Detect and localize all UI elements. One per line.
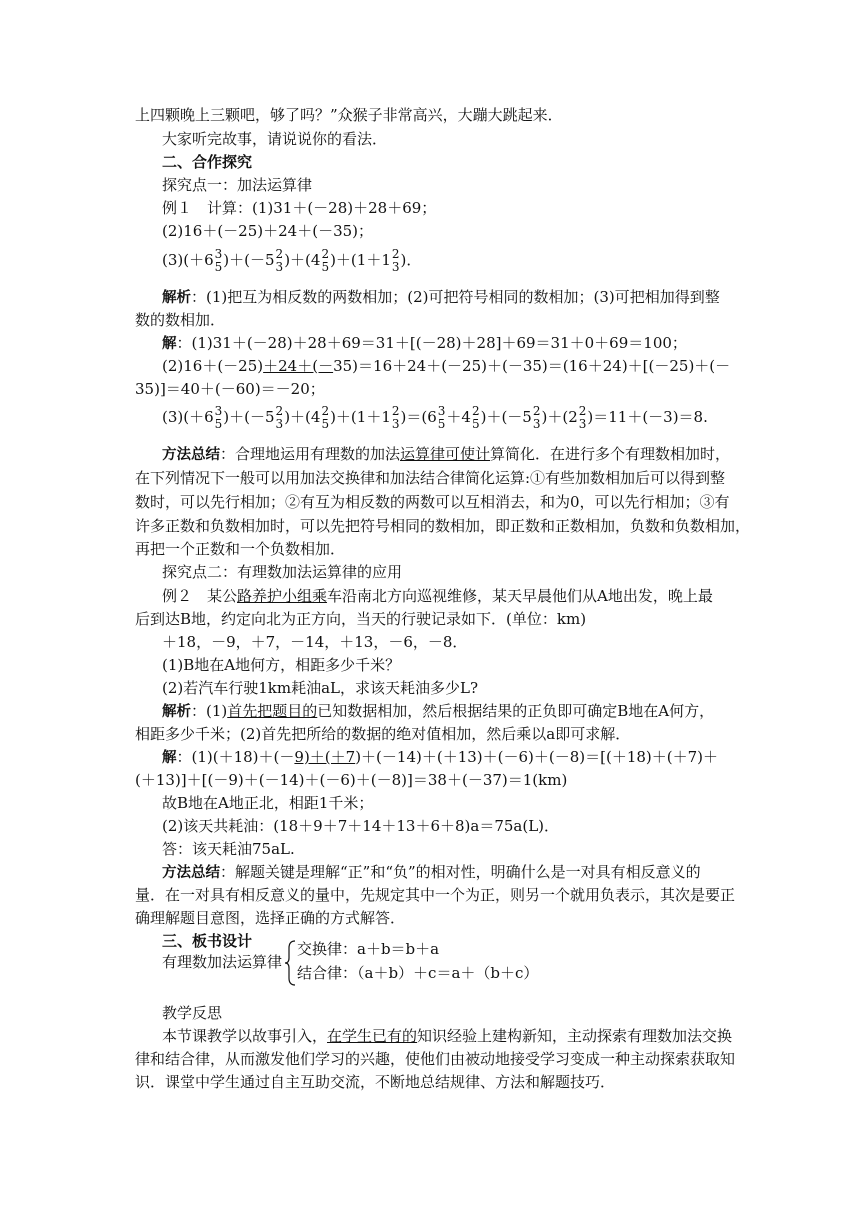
analysis-1-cont: 数的数相加． — [135, 311, 226, 329]
method-summary-1: 方法总结：合理地运用有理数的加法运算律可使计算简化．在进行多个有理数相加时， — [162, 445, 731, 463]
section-heading-board: 三、板书设计 — [162, 932, 253, 950]
solution-4-answer: 答：该天耗油75aL. — [162, 840, 295, 858]
expr-part: )＋(1＋1 — [330, 251, 391, 269]
method-summary-1-l2: 在下列情况下一般可以用加法交换律和加法结合律简化运算:①有些加数相加后可以得到整 — [135, 469, 726, 487]
example-2-line-2: 后到达B地，约定向北为正方向，当天的行驶记录如下．(单位：km) — [135, 610, 587, 628]
story-prompt: 大家听完故事，请说说你的看法． — [162, 130, 388, 148]
fraction: 2 3 — [391, 247, 400, 274]
solution-1 — [162, 332, 757, 355]
example-1-line-1: 例１ 计算：(1)31＋(－28)＋28＋69； — [162, 199, 437, 217]
method-summary-1-l5: 再把一个正数和一个负数相加． — [135, 540, 346, 558]
solution-2: (2)16＋(－25)＋24＋(－35)＝16＋24＋(－25)＋(－35)＝(16＋24)＋[(－25)＋(－ — [162, 357, 731, 375]
analysis-text: ：(1)把互为相反数的两数相加；(2)可把符号相同的数相加；(3)可把相加得到整 — [191, 288, 720, 306]
analysis-label: 解析 — [162, 290, 191, 306]
fraction: 2 5 — [321, 247, 330, 274]
solution-4-conclusion: 故B地在A地正北，相距1千米； — [162, 794, 374, 812]
method-label: 方法总结 — [162, 447, 220, 463]
solution-4-cont: (＋13)]＋[(－9)＋(－14)＋(－6)＋(－8)]＝38＋(－37)＝1(km) — [135, 771, 568, 789]
solution-4-fuel: (2)该天共耗油：(18＋9＋7＋14＋13＋6＋8)a＝75a(L)． — [162, 817, 560, 835]
fraction: 3 5 — [214, 247, 223, 274]
example-1-line-2: (2)16＋(－25)＋24＋(－35)； — [162, 222, 374, 240]
board-associative: 结合律：（a＋b）＋c＝a＋（b＋c） — [297, 964, 539, 982]
solution-2-cont: 35)]＝40＋(－60)＝－20； — [135, 380, 325, 398]
solution-3: (3)(＋6 3 5 )＋(－5 2 3 )＋(4 2 5 )＋(1＋1 2 3 )＝(6 3 5 ＋4 2 5 )＋(－5 2 3 )＋(2 2 3 )＝11＋(－3)＝8. — [162, 404, 708, 431]
example-2-q2: (2)若汽车行驶1km耗油aL，求该天耗油多少L? — [162, 679, 479, 697]
solution-text: ：(1)31＋(－28)＋28＋69＝31＋[(－28)＋28]＋69＝31＋0＋69＝100； — [176, 334, 687, 352]
method-summary-1-l4: 许多正数和负数相加时，可以先把符号相同的数相加，即正数和正数相加，负数和负数相加， — [135, 517, 751, 535]
solution-4: 解：(1)(＋18)＋(－9)＋(＋7)＋(－14)＋(＋13)＋(－6)＋(－8)＝[(＋18)＋(＋7)＋ — [162, 748, 719, 766]
explore-point-1: 探究点一：加法运算律 — [162, 176, 313, 194]
brace-icon — [284, 940, 296, 986]
analysis-2-cont: 相距多少千米；(2)首先把所给的数据的绝对值相加，然后乘以a即可求解． — [135, 725, 631, 743]
expr-part: (3)(＋6 — [162, 251, 214, 269]
example-2-data: ＋18，－9，＋7，－14，＋13，－6，－8． — [162, 633, 468, 651]
example-1-line-3 — [162, 245, 757, 275]
explore-point-2: 探究点二：有理数加法运算律的应用 — [162, 563, 403, 581]
analysis-2: 解析：(1)首先把题目的已知数据相加，然后根据结果的正负即可确定B地在A何方， — [162, 702, 715, 720]
reflection-line-3: 识．课堂中学生通过自主互助交流，不断地总结规律、方法和解题技巧． — [135, 1073, 616, 1091]
expr-part: )＋(－5 — [223, 251, 275, 269]
reflection-line-2: 律和结合律，从而激发他们学习的兴趣，使他们由被动地接受学习变成一种主动探索获取知 — [135, 1050, 736, 1068]
expr-part: )． — [400, 251, 422, 269]
fraction: 2 3 — [275, 247, 284, 274]
example-2-line-1: 例２ 某公路养护小组乘车沿南北方向巡视维修，某天早晨他们从A地出发，晚上最 — [162, 587, 713, 605]
solution-label: 解 — [162, 336, 177, 352]
method-summary-2-l2: 量．在一对具有相反意义的量中，先规定其中一个为正，则另一个就用负表示，其次是要正 — [135, 886, 736, 904]
reflection-title: 教学反思 — [162, 1004, 223, 1022]
section-heading-cooperative: 二、合作探究 — [162, 153, 253, 171]
board-title: 有理数加法运算律 — [162, 953, 283, 971]
story-ending: 上四颗晚上三颗吧，够了吗？”众猴子非常高兴，大蹦大跳起来． — [135, 106, 563, 124]
example-2-q1: (1)B地在A地何方，相距多少千米？ — [162, 656, 401, 674]
reflection-line-1: 本节课教学以故事引入，在学生已有的知识经验上建构新知，主动探索有理数加法交换 — [162, 1027, 733, 1045]
board-commutative: 交换律：a＋b＝b＋a — [297, 940, 440, 958]
method-summary-1-l3: 数时，可以先行相加；②有互为相反数的两数可以互相消去，和为0，可以先行相加；③有 — [135, 493, 730, 511]
method-summary-2-l3: 确理解题目意图，选择正确的方式解答． — [135, 909, 406, 927]
method-summary-2: 方法总结：解题关键是理解“正”和“负”的相对性，明确什么是一对具有相反意义的 — [162, 863, 701, 881]
expr-part: )＋(4 — [284, 251, 321, 269]
analysis-1 — [162, 286, 757, 309]
